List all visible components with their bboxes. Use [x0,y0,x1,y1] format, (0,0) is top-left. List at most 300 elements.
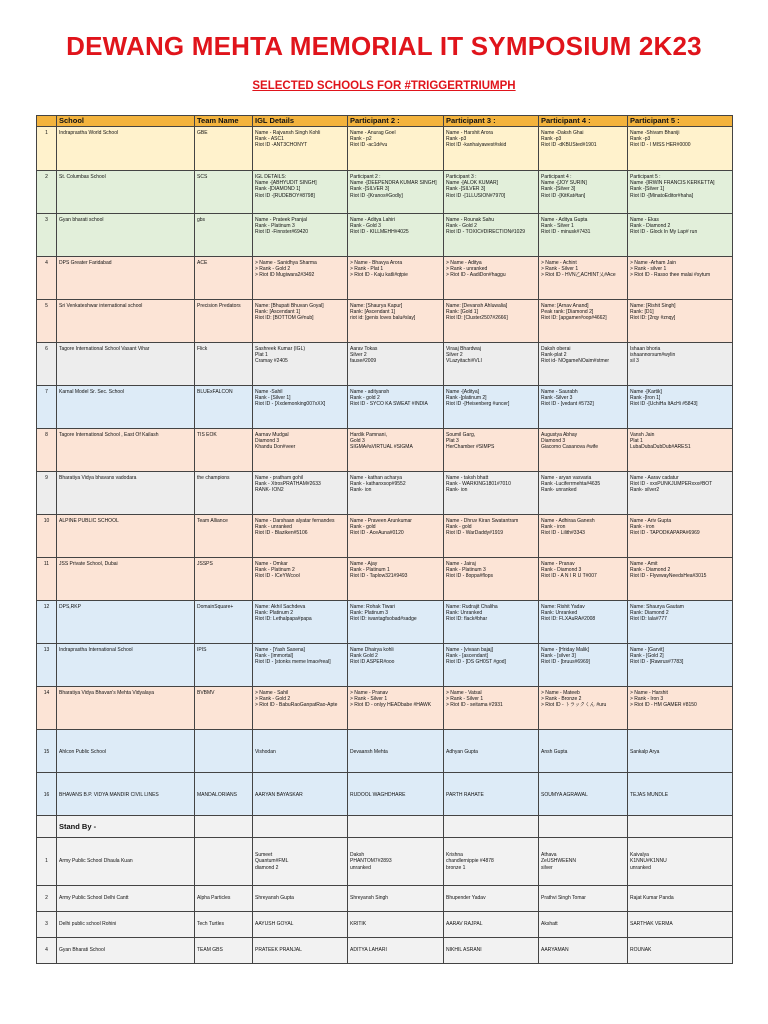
participant-detail-line: Name - Praveen Arunkumar [350,518,412,524]
participant-detail-line: Diamond 3 [541,438,566,445]
participant-detail-line: Rank - p2 [350,136,372,143]
participant-detail-line: Name - Aditya Lahiri [350,217,396,223]
team-name: MANDALORIANS [195,773,253,816]
team-name: SCS [195,171,253,214]
participant-cell [628,214,733,257]
participant-detail-line: Name -Sahil [255,389,283,395]
participant-cell [539,687,628,730]
participant-detail-line: Name - Harshit Arora [446,130,493,136]
participant-detail-line: Riot ID - A N I R U T#007 [541,573,597,580]
participant-detail-line: Rank- unranked [541,487,577,494]
participant-detail-line: Riot ID - xxxPUNKJUMPERxxx#BOT [630,481,713,488]
participant-detail-line: Rank - Platinum 1 [350,567,390,574]
school-name: Army Public School Dhaula Kuan [57,838,195,886]
participant-detail-line: Riot ID -[1LLUSION#7970] [446,192,506,199]
participant-detail-line: > Riot ID - BabuRaoGanpatRao-Apte [255,702,338,709]
participant-detail-line: Peak rank: [Diamond 2] [541,309,594,316]
participant-detail-line: SOUMYA AGRAWAL [541,791,588,798]
participant-detail-line: Rank - Platinum 3 [255,223,295,230]
participant-detail-line: Rank - iron [630,524,655,531]
participant-detail-line: Rank -[SILVER 3] [446,186,486,193]
participant-detail-line: Vishodan [255,748,276,755]
participant-detail-line: Name - taksh bhatt [446,475,489,481]
participant-cell [628,773,733,816]
standby-header-row [37,816,733,838]
participant-detail-line: Rank - Gold 2 [446,223,477,230]
participant-detail-line: LubaDubaDubDub#ARES1 [630,444,691,451]
participant-detail-line: Rank - Diamond 3 [541,567,582,574]
participant-detail-line: > Name - Bhavya Arora [350,260,403,266]
participant-detail-line: Plat 1 [255,352,268,359]
igl-details-cell [253,127,348,171]
table-row [37,773,733,816]
participant-detail-line: AARAV RAJPAL [446,921,483,928]
participant-detail-line: Plat 1 [630,438,643,445]
participant-detail-line: Rank - Diamond 2 [630,223,671,230]
participant-detail-line: Participant 2 : [350,174,381,180]
participant-detail-line: > Name - Sanidhya Sharma [255,260,317,266]
standby-empty-cell [253,816,348,838]
participant-detail-line: Name - Aditya Gupta [541,217,588,223]
participant-detail-line: Ishaan bhoria [630,346,661,352]
participant-detail-line: Riot ID: [Cluster2507#2666] [446,315,508,322]
participant-detail-line: Vansh Jain [630,432,655,438]
participant-cell [539,515,628,558]
participant-cell [348,773,444,816]
participant-detail-line: Ansh Gupta [541,748,568,755]
participant-detail-line: Plat 3 [446,438,459,445]
header-team-name: Team Name [195,116,253,127]
participant-detail-line: Name - Rounak Sahu [446,217,495,223]
participant-detail-line: Rank: [Ascendant 1] [255,309,301,316]
table-row [37,558,733,601]
participant-detail-line: Participant 5 : [630,174,661,180]
igl-details-cell [253,730,348,773]
participant-cell [628,912,733,938]
team-name: TEAM GBS [195,938,253,964]
participant-detail-line: Name: Rishit Yadav [541,604,585,610]
participant-detail-line: Name - [Hriday Malik] [541,647,590,653]
participant-detail-line: Rank -p3 [630,136,651,143]
participant-cell [539,429,628,472]
team-name [195,838,253,886]
participant-detail-line: Rank- silver2 [630,487,660,494]
participant-cell [348,687,444,730]
school-name: DPS Greater Faridabad [57,257,195,300]
participant-detail-line: > Riot ID - Rasso thee malai #sytum [630,272,711,279]
participant-cell [628,515,733,558]
participant-detail-line: Riot ID -[Heisenberg #uncer] [446,401,510,408]
participant-detail-line: Name -[Aditya] [446,389,480,395]
participant-detail-line: Name -[IRWIN FRANCIS KERKETTA] [630,180,715,187]
participant-detail-line: Rank -[SILVER 3] [350,186,390,193]
participant-detail-line: Name - Saurabh [541,389,578,395]
team-name: Precision Predators [195,300,253,343]
participant-detail-line: Rank: [Gold 1] [446,309,478,316]
row-number: 3 [37,214,57,257]
row-number: 4 [37,938,57,964]
participant-cell [628,730,733,773]
participant-detail-line: Name - Ajay [350,561,378,567]
participant-detail-line: Riot ID - [stonks meme lmao#real] [255,659,331,666]
participant-detail-line: sil 3 [630,358,639,365]
participant-detail-line: > Rank - Silver 1 [541,266,579,273]
participant-detail-line: Riot ID - [bruus#6969] [541,659,590,666]
header-igl-details: IGL Details [253,116,348,127]
participant-detail-line: Name: Rohak Tiwari [350,604,396,610]
team-name: BLUExFALCON [195,386,253,429]
participant-cell [628,257,733,300]
participant-detail-line: KRITIK [350,921,367,928]
row-number: 8 [37,429,57,472]
participant-detail-line: Shreyansh Singh [350,895,389,902]
school-name: Gyan Bharati School [57,938,195,964]
participant-cell [444,472,539,515]
participant-detail-line: Participant 3 : [446,174,477,180]
igl-details-cell [253,838,348,886]
standby-row [37,938,733,964]
participant-cell [539,886,628,912]
standby-row [37,912,733,938]
participant-cell [348,386,444,429]
participant-cell [444,687,539,730]
participant-cell [539,171,628,214]
header-participant-3: Participant 3 : [444,116,539,127]
participant-detail-line: Hardik Pamnani, [350,432,387,438]
header-participant-5: Participant 5 : [628,116,733,127]
participant-detail-line: > Riot ID - onlyy HEADbabe #HAWK [350,702,432,709]
participant-cell [348,214,444,257]
page-title: DEWANG MEHTA MEMORIAL IT SYMPOSIUM 2K23 [66,31,702,61]
participant-detail-line: Rank: Platinum 3 [350,610,389,617]
row-number: 7 [37,386,57,429]
participant-cell [348,601,444,644]
team-name: BVBMV [195,687,253,730]
team-name [195,730,253,773]
participant-detail-line: Rank - Platinum 2 [255,567,295,574]
participant-detail-line: Rank - [immortal] [255,653,294,660]
participant-detail-line: Kaivalya [630,852,649,859]
igl-details-cell [253,171,348,214]
participant-detail-line: > Name - Sahil [255,690,289,696]
participant-detail-line: Riot ID -[Kranos#Godly] [350,192,403,199]
participant-cell [444,429,539,472]
table-row [37,127,733,171]
team-name: Alpha Particles [195,886,253,912]
school-name: Tagore International School Vasant Vihar [57,343,195,386]
participant-cell [539,257,628,300]
participant-detail-line: Riot ID - KILLMEHH#4025 [350,229,409,236]
participant-detail-line: AARYAMAN [541,947,569,954]
school-name: Delhi public school Rohini [57,912,195,938]
participant-detail-line: Rank: [D1] [630,309,654,316]
row-number: 3 [37,912,57,938]
participant-detail-line: ROUNAK [630,947,652,954]
participant-detail-line: Rajat Kumar Panda [630,895,674,902]
participant-detail-line: > Name - Mateeb [541,690,580,696]
school-name: DPS,RKP [57,601,195,644]
header-participant-2: Participant 2 : [348,116,444,127]
participant-detail-line: TEJAS MUNDLE [630,791,669,798]
participant-detail-line: Riot ID - Lilith#3343 [541,530,585,537]
participant-detail-line: Riot ID - ICeYWcool [255,573,300,580]
participant-detail-line: Cramay #2405 [255,358,288,365]
participant-cell [539,644,628,687]
participant-detail-line: Riot ID -Finnster#69420 [255,229,309,236]
participant-cell [628,472,733,515]
participant-detail-line: Rank: Diamond 2 [630,610,669,617]
participant-cell [444,886,539,912]
participant-detail-line: Name - kathan acharya [350,475,402,481]
school-name: Karnal Model Sr. Sec. School [57,386,195,429]
participant-detail-line: Rank - Diamond 2 [630,567,671,574]
participant-detail-line: Daksh [350,852,365,859]
school-name: Army Public School Delhi Cantt [57,886,195,912]
participant-detail-line: Rank - unranked [255,524,292,531]
participant-cell [348,886,444,912]
participant-detail-line: > Rank - Silver 1 [446,696,484,703]
participant-detail-line: Rank - kathanxsop#9552 [350,481,406,488]
participant-detail-line: fause#2009 [350,358,377,365]
participant-detail-line: Riot ID: [BOTTOM G#nub] [255,315,314,322]
participant-cell [628,838,733,886]
participant-detail-line: > Rank - Gold 2 [255,696,291,703]
igl-details-cell [253,386,348,429]
participant-detail-line: PHANTOM7#2893 [350,858,392,865]
participant-detail-line: Soumil Garg, [446,432,476,438]
standby-index-cell [37,816,57,838]
participant-detail-line: Name -[DEEPENDRA KUMAR SINGH] [350,180,437,187]
participant-detail-line: Riot ID - [DS GH0ST #god] [446,659,506,666]
participant-detail-line: Giacomo Casanova #wife [541,444,598,451]
participant-detail-line: Aarnav Mudgal [255,432,289,438]
row-number: 1 [37,127,57,171]
igl-details-cell [253,773,348,816]
participant-detail-line: Rank - [Gold 2] [630,653,664,660]
participant-detail-line: Gold 3 [350,438,365,445]
participant-detail-line: Name - adityansh [350,389,390,395]
participant-detail-line: > Riot ID - seitama #2931 [446,702,503,709]
row-number: 15 [37,730,57,773]
team-name: JSSPS [195,558,253,601]
igl-details-cell [253,687,348,730]
participant-detail-line: riot id: [genis loves balu#slay] [350,315,416,322]
participant-cell [348,515,444,558]
table-row [37,214,733,257]
participant-detail-line: AAYUSH GOYAL [255,921,294,928]
participant-detail-line: Name -[ABHYUDIT SINGH] [255,180,317,187]
participant-detail-line: chandlernippie #4878 [446,858,494,865]
row-number: 10 [37,515,57,558]
participant-cell [628,300,733,343]
participant-cell [348,938,444,964]
participant-detail-line: Riot ID: FLXAuRA#2008 [541,616,596,623]
igl-details-cell [253,601,348,644]
participant-detail-line: Name - Adhiraa Ganesh [541,518,595,524]
participant-detail-line: Silver 2 [350,352,367,359]
participant-detail-line: Riot ID - minusk#7431 [541,229,591,236]
participant-detail-line: NIKHIL ASRANI [446,947,482,954]
participant-detail-line: Daksh oberai [541,346,571,352]
participant-detail-line: Rank-plat 2 [541,352,567,359]
participant-detail-line: > Riot ID Mugiwara2#3492 [255,272,315,279]
participant-cell [348,300,444,343]
header-school: School [57,116,195,127]
participant-detail-line: Name - Ekas [630,217,659,223]
participant-detail-line: Riot ID - Blaziken#5106 [255,530,308,537]
school-name: JSS Private School, Dubai [57,558,195,601]
participant-detail-line: Name: [Devansh Ahluwalia] [446,303,508,309]
team-name: Team Alliance [195,515,253,558]
participant-detail-line: Name - Aarav cadatur [630,475,679,481]
participant-cell [539,214,628,257]
participant-detail-line: Rank - [ascendant] [446,653,488,660]
participant-cell [444,127,539,171]
table-header-row [37,116,733,127]
participant-cell [539,558,628,601]
row-number: 2 [37,171,57,214]
participant-detail-line: Rank -[Silver 3] [541,186,576,193]
school-name: Bharatiya Vidya Bhavan's Mehta Vidyalaya [57,687,195,730]
participant-detail-line: > Name -Arham Jain [630,260,676,266]
participant-detail-line: Riot ID - SYCO KA SWEAT #INDIA [350,401,428,408]
participant-cell [539,300,628,343]
igl-details-cell [253,429,348,472]
school-name: Indraprastha World School [57,127,195,171]
participant-detail-line: Rank -Silver 3 [541,395,573,402]
participant-detail-line: Rank Gold 2 [350,653,378,660]
participant-cell [628,601,733,644]
row-number: 9 [37,472,57,515]
standby-empty-cell [628,816,733,838]
participant-detail-line: Name -[ALOK KUMAR] [446,180,498,187]
participant-detail-line: IGL DETAILS: [255,174,287,180]
participant-detail-line: > Riot ID - HVN乙ACHINT乂#Ace [541,272,616,279]
participant-detail-line: RANK- ION2 [255,487,284,494]
participant-cell [444,558,539,601]
school-name: St. Columbas School [57,171,195,214]
participant-detail-line: Rank - Platinum 3 [446,567,486,574]
participant-detail-line: PRATEEK PRANJAL [255,947,302,954]
team-name: DomainSquare+ [195,601,253,644]
participant-cell [628,429,733,472]
participant-cell [539,127,628,171]
row-number: 4 [37,257,57,300]
participant-cell [348,429,444,472]
team-name: Flick [195,343,253,386]
participant-detail-line: Rank - XtrosPRATHAM#2633 [255,481,321,488]
participant-cell [628,171,733,214]
participant-detail-line: Name - Amit [630,561,658,567]
team-name: ACE [195,257,253,300]
participant-detail-line: ishaannorsum#wylin [630,352,676,359]
participant-cell [444,773,539,816]
standby-empty-cell [348,816,444,838]
participant-cell [539,601,628,644]
standby-empty-cell [539,816,628,838]
team-name: the champions [195,472,253,515]
row-number: 16 [37,773,57,816]
table-row [37,472,733,515]
participant-cell [444,912,539,938]
participant-detail-line: > Name - Harshit [630,690,668,696]
participant-detail-line: Rank- ion [350,487,372,494]
participant-detail-line: Khandu Don#veer [255,444,296,451]
participant-detail-line: SIGMA#aVIRTUAL #SIGMA [350,444,413,451]
participant-detail-line: > Rank - Plat 1 [350,266,384,273]
standby-empty-cell [195,816,253,838]
participant-detail-line: SARTHAK VERMA [630,921,673,928]
participant-cell [628,343,733,386]
participant-detail-line: VLazyitachi#VLI [446,358,482,365]
igl-details-cell [253,886,348,912]
participant-detail-line: Riot ID - 8oppa#flops [446,573,493,580]
participant-detail-line: Participant 4 : [541,174,572,180]
participant-detail-line: Rank - gold [350,524,376,531]
participant-detail-line: Name - Rajvansh Singh Kohli [255,130,321,136]
participant-detail-line: Name - pratham gohil [255,475,304,481]
participant-detail-line: Riot ID - TAPODKAPAPA#6969 [630,530,700,537]
participant-detail-line: silver [541,864,553,871]
participant-detail-line: diamond 2 [255,864,279,871]
participant-cell [628,127,733,171]
igl-details-cell [253,558,348,601]
team-name: IPIS [195,644,253,687]
row-number: 13 [37,644,57,687]
participant-cell [348,838,444,886]
participant-detail-line: Krishna [446,852,463,859]
school-name: Bharatiya Vidya bhavans vadodara [57,472,195,515]
participant-detail-line: Name: Rudrajit Chaliha [446,604,498,610]
participant-detail-line: Rank -p3 [446,136,467,143]
igl-details-cell [253,472,348,515]
participant-detail-line: Rank - WARKING1801#7010 [446,481,511,488]
participant-detail-line: Name: [Bhupati Bhuvan Goyal] [255,303,324,309]
participant-cell [539,730,628,773]
participant-cell [539,472,628,515]
participant-detail-line: Name - aryan vasvaria [541,475,592,481]
row-number: 12 [37,601,57,644]
participant-detail-line: Riot ID: lala#777 [630,616,667,623]
row-number: 11 [37,558,57,601]
participant-cell [539,838,628,886]
participant-cell [539,912,628,938]
participant-detail-line: > Rank - Iron 3 [630,696,664,703]
participant-detail-line: Name - Dhruv Kiran Swatantram [446,518,519,524]
participant-detail-line: Name - [Garvit] [630,647,664,653]
participant-cell [348,343,444,386]
participant-detail-line: Riot ID -ANT3CHONYT [255,142,308,149]
participant-detail-line: > Name - Aditya [446,260,482,266]
participant-detail-line: Name: Shaurya Gautam [630,604,684,610]
participant-detail-line: Name Dhairya kohli [350,647,394,653]
participant-cell [348,730,444,773]
participant-cell [348,171,444,214]
table-row [37,730,733,773]
participant-cell [348,558,444,601]
participant-detail-line: Riot ID - [vedant #5732] [541,401,594,408]
participant-detail-line: Name - [vivaan bajaj] [446,647,493,653]
table-row [37,687,733,730]
school-name: Sri Venkateshwar international school [57,300,195,343]
igl-details-cell [253,214,348,257]
participant-detail-line: Riot ID -kanhaiyawest#skid [446,142,507,149]
participant-detail-line: Name - Darshaan alyatar fernandes [255,518,335,524]
participant-detail-line: Sumeet [255,852,273,859]
participant-detail-line: Riot ID ASPER#ooo [350,659,395,666]
participant-detail-line: unranked [350,864,371,871]
participant-detail-line: > Rank - Bronze 2 [541,696,582,703]
